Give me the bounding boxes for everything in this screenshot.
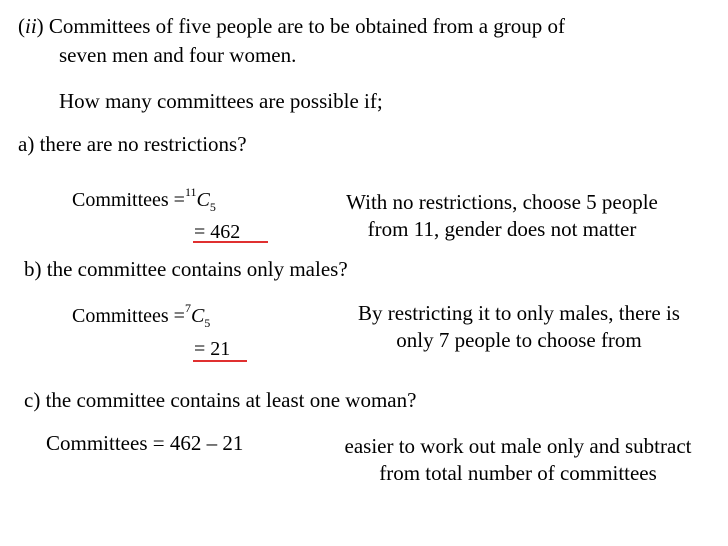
part-b-result-underline [193, 360, 247, 362]
part-c-prompt: c) the committee contains at least one woman? [24, 388, 417, 412]
part-a-eq-superscript: 11 [184, 185, 197, 199]
part-b-eq-superscript: 7 [184, 301, 191, 315]
part-c-note-line1: easier to work out male only and subtract [344, 434, 692, 458]
part-a-prompt: a) there are no restrictions? [18, 132, 247, 156]
part-b-eq-lhs: Committees [72, 305, 169, 327]
part-b-eq-variable: C [190, 305, 205, 327]
problem-question: How many committees are possible if; [59, 89, 383, 113]
part-b-note-line2: only 7 people to choose from [396, 328, 642, 352]
problem-statement-line1: Committees of five people are to be obtained from a group of [48, 14, 566, 38]
part-b-eq-equals: = [173, 305, 185, 327]
part-c-note [308, 434, 728, 485]
part-c-equation: Committees = 462 – 21 [46, 431, 244, 455]
part-a-note-line1: With no restrictions, choose 5 people [346, 190, 658, 214]
part-a-result-underline [193, 241, 268, 243]
problem-statement-line2: seven men and four women. [59, 43, 297, 67]
part-a-eq-lhs: Committees [72, 189, 169, 211]
problem-header: (ii) Committees of five people are to be obtained from a group of [18, 14, 566, 38]
part-a-eq-variable: C [196, 189, 210, 211]
part-b-note-line1: By restricting it to only males, there is [358, 301, 680, 325]
part-a-note-line2: from 11, gender does not matter [367, 217, 637, 241]
part-a-equation [72, 185, 216, 214]
part-a-note [310, 190, 694, 241]
part-b-note [322, 301, 716, 352]
part-b-eq-subscript: 5 [204, 316, 211, 330]
part-a-eq-equals: = [173, 189, 185, 211]
part-b-result: = 21 [194, 338, 231, 360]
part-c-note-line2: from total number of committees [379, 461, 657, 485]
part-a-eq-subscript: 5 [209, 200, 216, 214]
problem-number: ii [25, 14, 37, 38]
part-a-result: = 462 [194, 221, 241, 243]
part-b-prompt: b) the committee contains only males? [24, 257, 348, 281]
part-b-equation [72, 301, 211, 330]
